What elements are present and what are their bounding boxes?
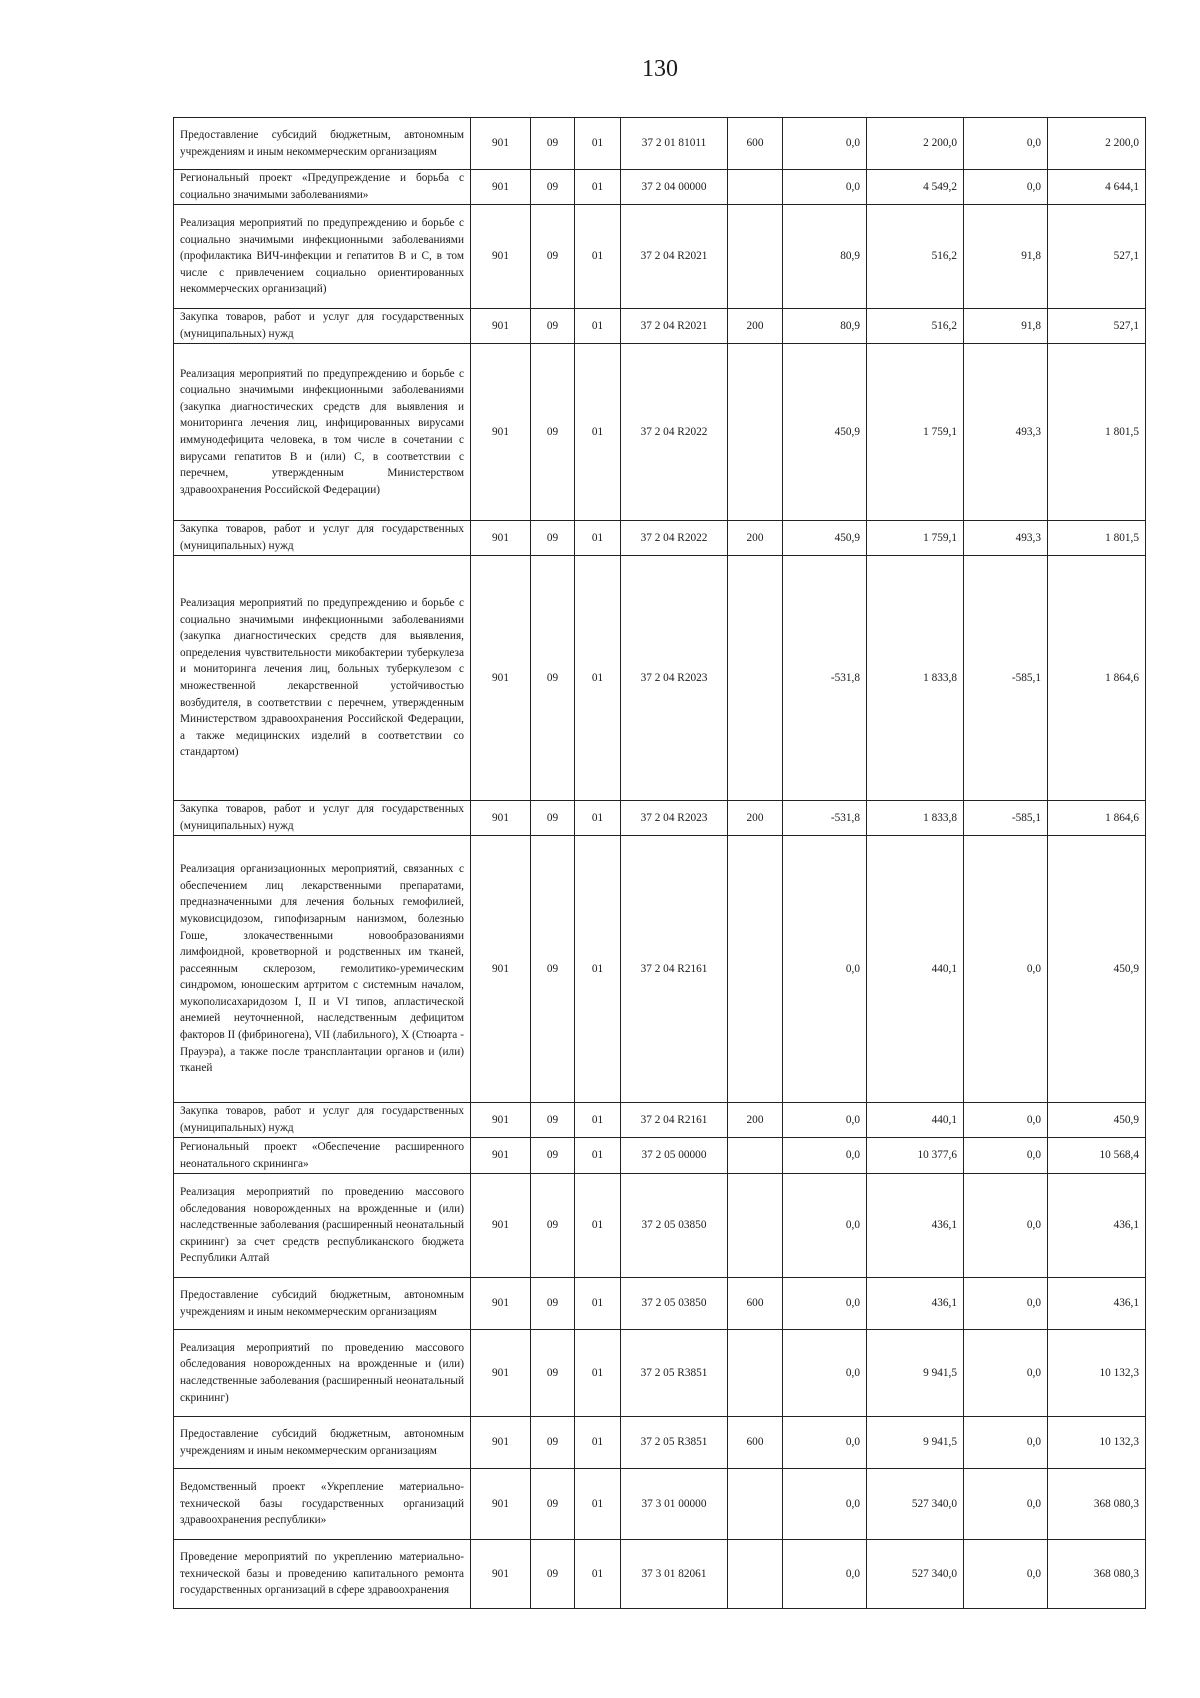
expense-type-cell: 600 [728, 1417, 783, 1469]
expense-type-cell: 200 [728, 521, 783, 556]
target-article-cell: 37 3 01 82061 [621, 1540, 728, 1609]
amount-1-cell: 0,0 [783, 1469, 867, 1540]
table-row [174, 521, 1146, 556]
expense-type-cell: 200 [728, 309, 783, 344]
section-code-cell: 09 [531, 344, 575, 521]
subsection-code-cell: 01 [575, 556, 621, 801]
amount-1-cell: 450,9 [783, 521, 867, 556]
amount-1-cell: 0,0 [783, 1330, 867, 1417]
amount-3-cell: 0,0 [964, 1540, 1048, 1609]
target-article-cell: 37 2 04 R2023 [621, 556, 728, 801]
amount-4-cell: 10 132,3 [1048, 1417, 1146, 1469]
expense-type-cell: 200 [728, 1103, 783, 1138]
amount-4-cell: 450,9 [1048, 836, 1146, 1103]
amount-2-cell: 1 833,8 [867, 801, 964, 836]
grbs-code-cell: 901 [471, 521, 531, 556]
amount-2-cell: 516,2 [867, 205, 964, 309]
target-article-cell: 37 2 04 R2021 [621, 205, 728, 309]
expense-type-cell [728, 1540, 783, 1609]
table-row [174, 801, 1146, 836]
expense-type-cell [728, 344, 783, 521]
expense-type-cell [728, 1469, 783, 1540]
table-row [174, 1417, 1146, 1469]
amount-1-cell: -531,8 [783, 556, 867, 801]
table-row [174, 836, 1146, 1103]
amount-2-cell: 516,2 [867, 309, 964, 344]
amount-1-cell: 0,0 [783, 1540, 867, 1609]
expense-type-cell [728, 205, 783, 309]
amount-3-cell: 0,0 [964, 836, 1048, 1103]
amount-4-cell: 436,1 [1048, 1174, 1146, 1278]
row-name-cell: Предоставление субсидий бюджетным, автономным учреждениям и иным некоммерческим организациям [174, 118, 471, 170]
amount-4-cell: 527,1 [1048, 309, 1146, 344]
subsection-code-cell: 01 [575, 521, 621, 556]
expense-type-cell [728, 556, 783, 801]
subsection-code-cell: 01 [575, 170, 621, 205]
target-article-cell: 37 2 04 R2161 [621, 836, 728, 1103]
amount-4-cell: 368 080,3 [1048, 1540, 1146, 1609]
expense-type-cell [728, 1330, 783, 1417]
row-name-cell: Реализация мероприятий по проведению массового обследования новорожденных на врожденные и (или) наследственные заболевания (расширенный неонатальный скрининг) за счет средств республиканского бюджета Республики Алтай [174, 1174, 471, 1278]
amount-3-cell: 0,0 [964, 118, 1048, 170]
amount-4-cell: 436,1 [1048, 1278, 1146, 1330]
amount-3-cell: 0,0 [964, 1278, 1048, 1330]
target-article-cell: 37 2 04 R2161 [621, 1103, 728, 1138]
amount-4-cell: 527,1 [1048, 205, 1146, 309]
section-code-cell: 09 [531, 205, 575, 309]
page-number: 130 [642, 56, 678, 82]
amount-1-cell: -531,8 [783, 801, 867, 836]
target-article-cell: 37 2 05 00000 [621, 1138, 728, 1174]
target-article-cell: 37 2 01 81011 [621, 118, 728, 170]
table-row [174, 1103, 1146, 1138]
table-row [174, 1278, 1146, 1330]
subsection-code-cell: 01 [575, 1417, 621, 1469]
table-row [174, 556, 1146, 801]
amount-1-cell: 0,0 [783, 1417, 867, 1469]
amount-2-cell: 1 759,1 [867, 521, 964, 556]
grbs-code-cell: 901 [471, 118, 531, 170]
expense-type-cell: 600 [728, 118, 783, 170]
section-code-cell: 09 [531, 1330, 575, 1417]
row-name-cell: Проведение мероприятий по укреплению материально-технической базы и проведению капитального ремонта государственных организаций в сфере здравоохранения [174, 1540, 471, 1609]
grbs-code-cell: 901 [471, 344, 531, 521]
row-name-cell: Предоставление субсидий бюджетным, автономным учреждениям и иным некоммерческим организациям [174, 1417, 471, 1469]
grbs-code-cell: 901 [471, 1417, 531, 1469]
table-row [174, 1174, 1146, 1278]
row-name-cell: Реализация мероприятий по предупреждению и борьбе с социально значимыми инфекционными заболеваниями (профилактика ВИЧ-инфекции и гепатитов B и C, в том числе с привлечением социально ориентированных некоммерческих организаций) [174, 205, 471, 309]
budget-table [173, 117, 1146, 1609]
target-article-cell: 37 3 01 00000 [621, 1469, 728, 1540]
grbs-code-cell: 901 [471, 801, 531, 836]
subsection-code-cell: 01 [575, 205, 621, 309]
subsection-code-cell: 01 [575, 1330, 621, 1417]
target-article-cell: 37 2 04 R2023 [621, 801, 728, 836]
section-code-cell: 09 [531, 801, 575, 836]
table-row [174, 170, 1146, 205]
table-row [174, 1138, 1146, 1174]
amount-2-cell: 527 340,0 [867, 1469, 964, 1540]
row-name-cell: Реализация мероприятий по проведению массового обследования новорожденных на врожденные и (или) наследственные заболевания (расширенный неонатальный скрининг) [174, 1330, 471, 1417]
section-code-cell: 09 [531, 1417, 575, 1469]
amount-1-cell: 80,9 [783, 309, 867, 344]
target-article-cell: 37 2 05 R3851 [621, 1417, 728, 1469]
table-row [174, 344, 1146, 521]
amount-1-cell: 0,0 [783, 1138, 867, 1174]
subsection-code-cell: 01 [575, 1138, 621, 1174]
section-code-cell: 09 [531, 1174, 575, 1278]
section-code-cell: 09 [531, 521, 575, 556]
table-row [174, 205, 1146, 309]
row-name-cell: Закупка товаров, работ и услуг для государственных (муниципальных) нужд [174, 521, 471, 556]
amount-2-cell: 10 377,6 [867, 1138, 964, 1174]
subsection-code-cell: 01 [575, 801, 621, 836]
grbs-code-cell: 901 [471, 205, 531, 309]
amount-2-cell: 436,1 [867, 1174, 964, 1278]
section-code-cell: 09 [531, 1469, 575, 1540]
subsection-code-cell: 01 [575, 836, 621, 1103]
row-name-cell: Ведомственный проект «Укрепление материально-технической базы государственных организаций здравоохранения республики» [174, 1469, 471, 1540]
expense-type-cell [728, 170, 783, 205]
subsection-code-cell: 01 [575, 1103, 621, 1138]
amount-3-cell: 493,3 [964, 344, 1048, 521]
amount-1-cell: 0,0 [783, 118, 867, 170]
section-code-cell: 09 [531, 836, 575, 1103]
subsection-code-cell: 01 [575, 1278, 621, 1330]
amount-2-cell: 440,1 [867, 836, 964, 1103]
grbs-code-cell: 901 [471, 170, 531, 205]
amount-3-cell: -585,1 [964, 801, 1048, 836]
target-article-cell: 37 2 05 R3851 [621, 1330, 728, 1417]
target-article-cell: 37 2 05 03850 [621, 1174, 728, 1278]
amount-1-cell: 0,0 [783, 1278, 867, 1330]
amount-2-cell: 4 549,2 [867, 170, 964, 205]
grbs-code-cell: 901 [471, 1540, 531, 1609]
amount-1-cell: 80,9 [783, 205, 867, 309]
target-article-cell: 37 2 04 R2022 [621, 521, 728, 556]
row-name-cell: Реализация организационных мероприятий, связанных с обеспечением лиц лекарственными препаратами, предназначенными для лечения больных гемофилией, муковисцидозом, гипофизарным нанизмом, болезнью Гоше, злокачественными новообразованиями лимфоидной, кроветворной и родственных им тканей, рассеянным склерозом, гемолитико-уремическим синдромом, юношеским артритом с системным началом, мукополисахаридозом I, II и VI типов, апластической анемией неуточненной, наследственным дефицитом факторов II (фибриногена), VII (лабильного), X (Стюарта - Прауэра), а также после трансплантации органов и (или) тканей [174, 836, 471, 1103]
grbs-code-cell: 901 [471, 1469, 531, 1540]
amount-3-cell: 0,0 [964, 1174, 1048, 1278]
amount-3-cell: 0,0 [964, 170, 1048, 205]
amount-1-cell: 0,0 [783, 170, 867, 205]
grbs-code-cell: 901 [471, 309, 531, 344]
section-code-cell: 09 [531, 309, 575, 344]
amount-3-cell: 91,8 [964, 205, 1048, 309]
amount-4-cell: 1 801,5 [1048, 521, 1146, 556]
amount-1-cell: 0,0 [783, 1103, 867, 1138]
amount-3-cell: 493,3 [964, 521, 1048, 556]
table-body [174, 118, 1146, 1609]
amount-4-cell: 1 801,5 [1048, 344, 1146, 521]
section-code-cell: 09 [531, 1103, 575, 1138]
amount-4-cell: 10 132,3 [1048, 1330, 1146, 1417]
amount-4-cell: 450,9 [1048, 1103, 1146, 1138]
amount-1-cell: 0,0 [783, 1174, 867, 1278]
expense-type-cell [728, 1174, 783, 1278]
row-name-cell: Закупка товаров, работ и услуг для государственных (муниципальных) нужд [174, 309, 471, 344]
amount-2-cell: 9 941,5 [867, 1417, 964, 1469]
amount-2-cell: 9 941,5 [867, 1330, 964, 1417]
amount-4-cell: 1 864,6 [1048, 801, 1146, 836]
amount-3-cell: 0,0 [964, 1469, 1048, 1540]
expense-type-cell [728, 836, 783, 1103]
amount-4-cell: 2 200,0 [1048, 118, 1146, 170]
table-row [174, 309, 1146, 344]
subsection-code-cell: 01 [575, 344, 621, 521]
grbs-code-cell: 901 [471, 836, 531, 1103]
amount-3-cell: 0,0 [964, 1417, 1048, 1469]
target-article-cell: 37 2 04 R2021 [621, 309, 728, 344]
grbs-code-cell: 901 [471, 1103, 531, 1138]
amount-2-cell: 1 759,1 [867, 344, 964, 521]
amount-1-cell: 0,0 [783, 836, 867, 1103]
section-code-cell: 09 [531, 1138, 575, 1174]
amount-2-cell: 527 340,0 [867, 1540, 964, 1609]
row-name-cell: Закупка товаров, работ и услуг для государственных (муниципальных) нужд [174, 1103, 471, 1138]
row-name-cell: Закупка товаров, работ и услуг для государственных (муниципальных) нужд [174, 801, 471, 836]
row-name-cell: Реализация мероприятий по предупреждению и борьбе с социально значимыми инфекционными заболеваниями (закупка диагностических средств для выявления, определения чувствительности микобактерии туберкулеза и мониторинга лечения лиц, больных туберкулезом с множественной лекарственной устойчивостью возбудителя, в соответствии с перечнем, утвержденным Министерством здравоохранения Российской Федерации, а также медицинских изделий в соответствии со стандартом) [174, 556, 471, 801]
expense-type-cell: 200 [728, 801, 783, 836]
subsection-code-cell: 01 [575, 309, 621, 344]
target-article-cell: 37 2 04 R2022 [621, 344, 728, 521]
expense-type-cell [728, 1138, 783, 1174]
table-row [174, 1540, 1146, 1609]
subsection-code-cell: 01 [575, 118, 621, 170]
subsection-code-cell: 01 [575, 1469, 621, 1540]
amount-1-cell: 450,9 [783, 344, 867, 521]
amount-3-cell: 0,0 [964, 1103, 1048, 1138]
grbs-code-cell: 901 [471, 1278, 531, 1330]
amount-3-cell: 91,8 [964, 309, 1048, 344]
table-row [174, 1469, 1146, 1540]
grbs-code-cell: 901 [471, 1138, 531, 1174]
grbs-code-cell: 901 [471, 1174, 531, 1278]
row-name-cell: Региональный проект «Обеспечение расширенного неонатального скрининга» [174, 1138, 471, 1174]
amount-4-cell: 4 644,1 [1048, 170, 1146, 205]
expense-type-cell: 600 [728, 1278, 783, 1330]
target-article-cell: 37 2 04 00000 [621, 170, 728, 205]
row-name-cell: Региональный проект «Предупреждение и борьба с социально значимыми заболеваниями» [174, 170, 471, 205]
amount-2-cell: 436,1 [867, 1278, 964, 1330]
amount-2-cell: 440,1 [867, 1103, 964, 1138]
amount-3-cell: -585,1 [964, 556, 1048, 801]
section-code-cell: 09 [531, 118, 575, 170]
section-code-cell: 09 [531, 170, 575, 205]
row-name-cell: Предоставление субсидий бюджетным, автономным учреждениям и иным некоммерческим организациям [174, 1278, 471, 1330]
section-code-cell: 09 [531, 556, 575, 801]
section-code-cell: 09 [531, 1540, 575, 1609]
amount-4-cell: 368 080,3 [1048, 1469, 1146, 1540]
amount-4-cell: 1 864,6 [1048, 556, 1146, 801]
amount-3-cell: 0,0 [964, 1138, 1048, 1174]
table-row [174, 1330, 1146, 1417]
amount-3-cell: 0,0 [964, 1330, 1048, 1417]
subsection-code-cell: 01 [575, 1174, 621, 1278]
target-article-cell: 37 2 05 03850 [621, 1278, 728, 1330]
amount-2-cell: 2 200,0 [867, 118, 964, 170]
grbs-code-cell: 901 [471, 1330, 531, 1417]
table-row [174, 118, 1146, 170]
amount-4-cell: 10 568,4 [1048, 1138, 1146, 1174]
grbs-code-cell: 901 [471, 556, 531, 801]
amount-2-cell: 1 833,8 [867, 556, 964, 801]
section-code-cell: 09 [531, 1278, 575, 1330]
subsection-code-cell: 01 [575, 1540, 621, 1609]
row-name-cell: Реализация мероприятий по предупреждению и борьбе с социально значимыми инфекционными заболеваниями (закупка диагностических средств для выявления и мониторинга лечения лиц, инфицированных вирусами иммунодефицита человека, в том числе в сочетании с вирусами гепатитов B и (или) C, в соответствии с перечнем, утвержденным Министерством здравоохранения Российской Федерации) [174, 344, 471, 521]
